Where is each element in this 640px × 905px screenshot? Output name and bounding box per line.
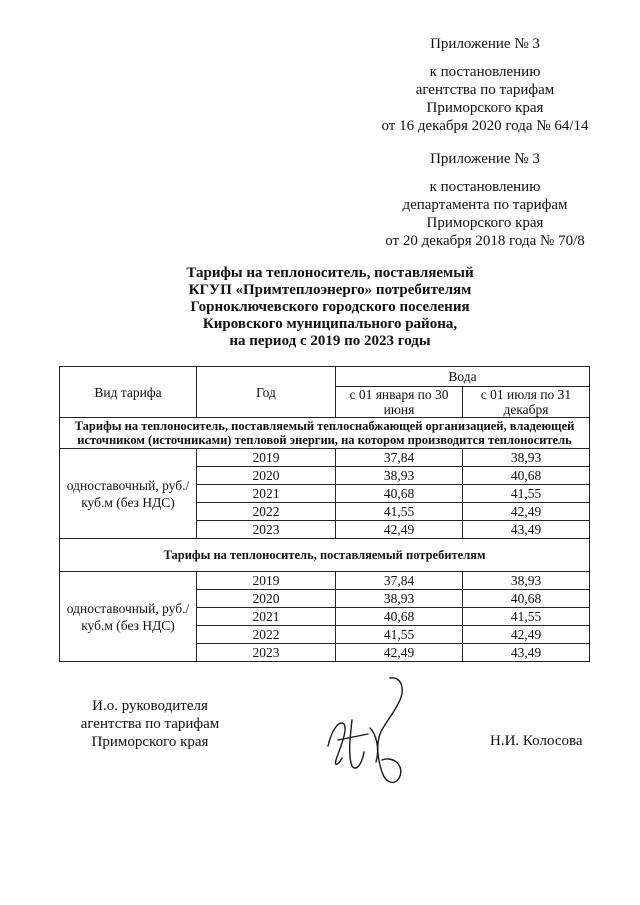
section-title-row [60, 539, 590, 572]
year-cell: 2022 [197, 503, 336, 521]
document-title-line: КГУП «Примтеплоэнерго» потребителям [188, 282, 472, 298]
document-title-line: на период с 2019 по 2023 годы [229, 333, 431, 349]
year-cell: 2020 [197, 590, 336, 608]
tariff-h1-cell: 41,55 [336, 626, 463, 644]
appendix-department-line: Приморского края [426, 215, 544, 231]
appendix-agency-line: Приморского края [426, 100, 544, 116]
header-period-jul-dec: с 01 июля по 31 декабря [463, 387, 590, 418]
tariff-h2-cell: 41,55 [463, 485, 590, 503]
signature-stroke [378, 678, 402, 783]
appendix-department-line: департамента по тарифам [402, 197, 568, 213]
table-row [60, 572, 590, 590]
year-cell: 2023 [197, 521, 336, 539]
document-title [150, 265, 510, 350]
tariff-h1-cell: 38,93 [336, 467, 463, 485]
tariff-h2-cell: 38,93 [463, 572, 590, 590]
appendix-department-line: от 20 декабря 2018 года № 70/8 [385, 233, 585, 249]
year-cell: 2021 [197, 485, 336, 503]
signature-stroke [350, 720, 364, 768]
tariff-h1-cell: 42,49 [336, 644, 463, 662]
section-title-row [60, 418, 590, 449]
appendix-agency-line: агентства по тарифам [415, 82, 555, 98]
document-title-line: Горноключевского городского поселения [190, 299, 470, 315]
tariff-h1-cell: 37,84 [336, 449, 463, 467]
header-water: Вода [336, 367, 590, 387]
section-title: Тарифы на теплоноситель, поставляемый теплоснабжающей организацией, владеющей источником (источниками) тепловой энергии, на котором производится теплоноситель [60, 418, 590, 449]
appendix-agency-line: к постановлению [429, 64, 541, 80]
appendix-department-block [370, 150, 600, 250]
handwritten-signature [318, 668, 428, 793]
tariff-h1-cell: 38,93 [336, 590, 463, 608]
header-year: Год [197, 367, 336, 418]
tariff-h2-cell: 38,93 [463, 449, 590, 467]
tariff-type-cell: одноставочный, руб./куб.м (без НДС) [60, 449, 197, 539]
tariff-h1-cell: 41,55 [336, 503, 463, 521]
signature-stroke [328, 723, 345, 764]
year-cell: 2022 [197, 626, 336, 644]
tariff-table [59, 366, 590, 662]
appendix-department-title: Приложение № 3 [430, 151, 540, 167]
appendix-agency-line: от 16 декабря 2020 года № 64/14 [381, 118, 589, 134]
signature-stroke [370, 728, 378, 762]
tariff-h2-cell: 43,49 [463, 521, 590, 539]
signatory-position-line: Приморского края [91, 734, 209, 750]
signatory-position-line: агентства по тарифам [80, 716, 220, 732]
signature-stroke [338, 734, 368, 740]
tariff-h1-cell: 37,84 [336, 572, 463, 590]
year-cell: 2019 [197, 572, 336, 590]
year-cell: 2021 [197, 608, 336, 626]
tariff-h1-cell: 40,68 [336, 485, 463, 503]
section-title: Тарифы на теплоноситель, поставляемый потребителям [60, 539, 590, 572]
tariff-h2-cell: 42,49 [463, 503, 590, 521]
tariff-type-cell: одноставочный, руб./куб.м (без НДС) [60, 572, 197, 662]
appendix-department-line: к постановлению [429, 179, 541, 195]
appendix-agency-title: Приложение № 3 [430, 36, 540, 52]
tariff-h2-cell: 40,68 [463, 590, 590, 608]
year-cell: 2020 [197, 467, 336, 485]
tariff-h1-cell: 40,68 [336, 608, 463, 626]
tariff-h2-cell: 41,55 [463, 608, 590, 626]
year-cell: 2023 [197, 644, 336, 662]
signatory-position-line: И.о. руководителя [92, 698, 208, 714]
signatory-position [60, 697, 240, 751]
appendix-agency-block [370, 35, 600, 135]
tariff-h1-cell: 42,49 [336, 521, 463, 539]
header-tariff-type: Вид тарифа [60, 367, 197, 418]
table-row [60, 449, 590, 467]
tariff-h2-cell: 40,68 [463, 467, 590, 485]
tariff-h2-cell: 43,49 [463, 644, 590, 662]
table-header-row [60, 367, 590, 387]
tariff-h2-cell: 42,49 [463, 626, 590, 644]
document-title-line: Кировского муниципального района, [202, 316, 458, 332]
signatory-name: Н.И. Колосова [490, 733, 583, 749]
header-period-jan-jun: с 01 января по 30 июня [336, 387, 463, 418]
year-cell: 2019 [197, 449, 336, 467]
document-title-line: Тарифы на теплоноситель, поставляемый [186, 265, 474, 281]
